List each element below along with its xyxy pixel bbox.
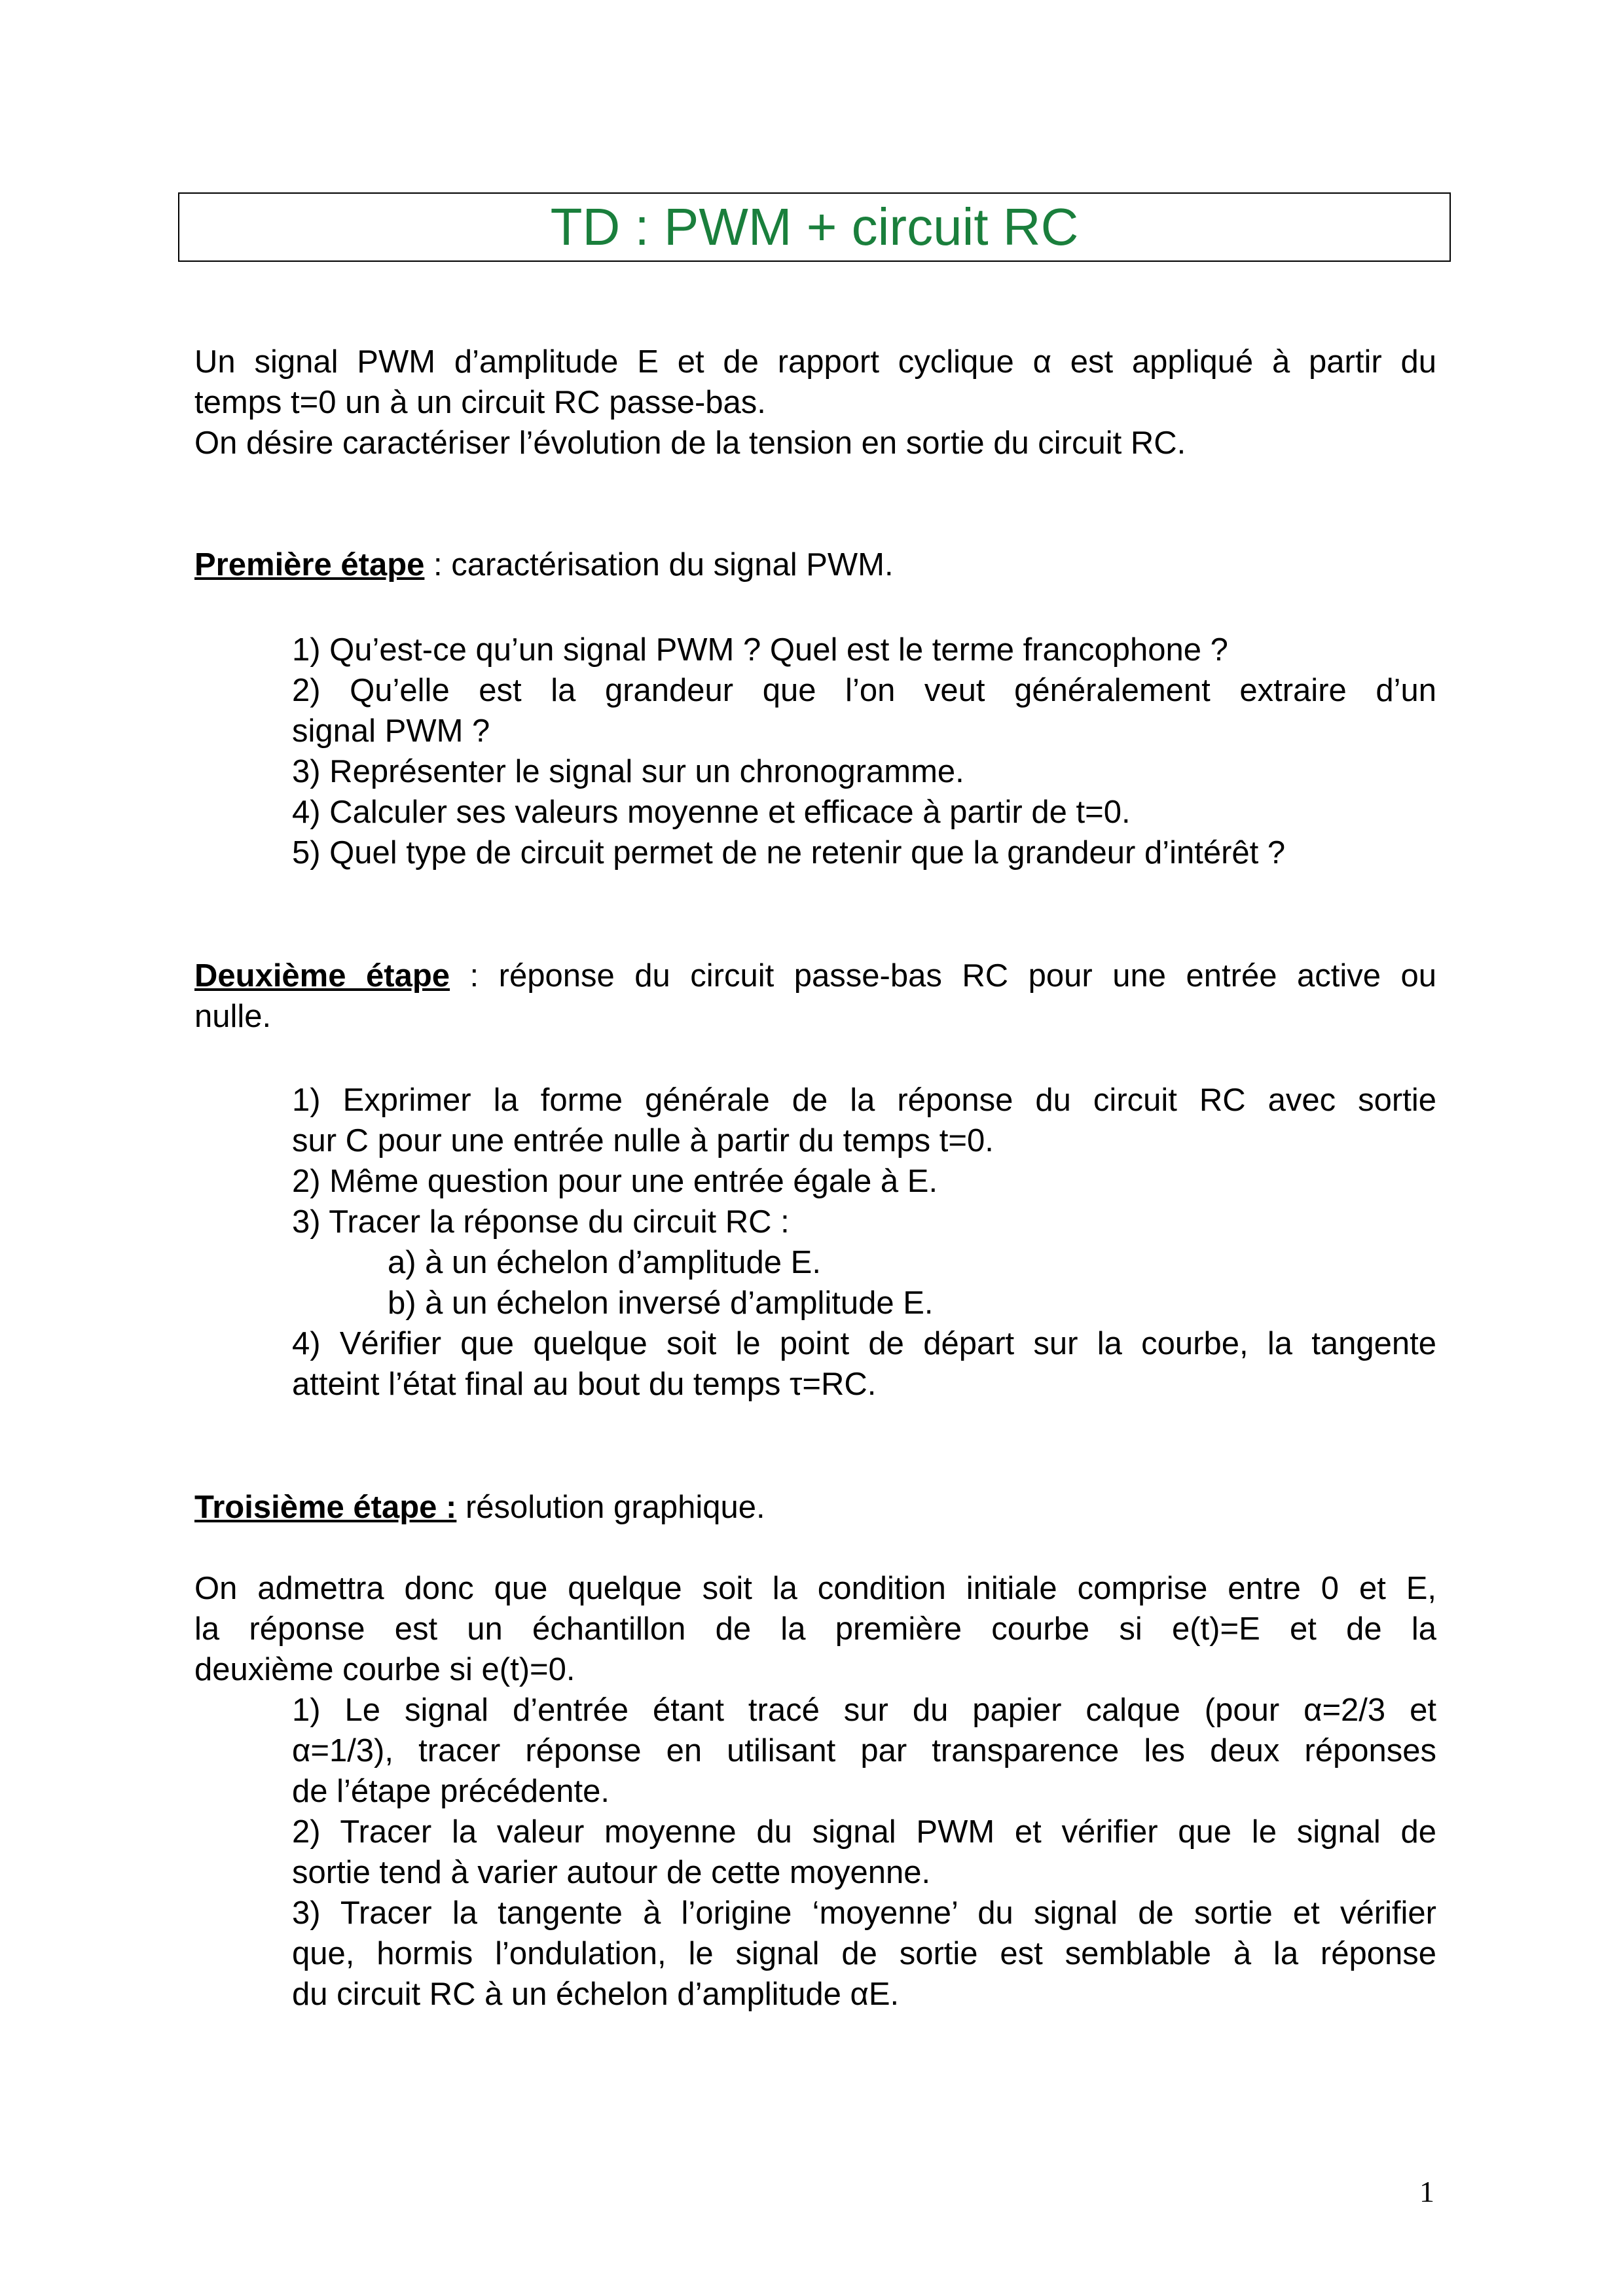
section1-heading-rest: : caractérisation du signal PWM. xyxy=(424,547,894,583)
section3-list xyxy=(292,1690,1436,2015)
list-item: signal PWM ? xyxy=(292,713,490,749)
paragraph-line: deuxième courbe si e(t)=0. xyxy=(194,1652,575,1687)
list-item: α=1/3), tracer réponse en utilisant par transparence les deux réponses xyxy=(292,1733,1436,1768)
list-item: du circuit RC à un échelon d’amplitude αE. xyxy=(292,1977,900,2012)
list-item: 2) Qu’elle est la grandeur que l’on veut généralement extraire d’un xyxy=(292,673,1436,708)
section2-list xyxy=(292,1080,1436,1242)
page-title: TD : PWM + circuit RC xyxy=(550,198,1079,256)
paragraph-line: la réponse est un échantillon de la première courbe si e(t)=E et de la xyxy=(194,1611,1436,1647)
section2-heading: Deuxième étape xyxy=(194,958,450,994)
list-item: 3) Représenter le signal sur un chronogramme. xyxy=(292,754,964,789)
list-item: 4) Vérifier que quelque soit le point de départ sur la courbe, la tangente xyxy=(292,1326,1436,1361)
list-item: de l’étape précédente. xyxy=(292,1774,610,1809)
section2-sublist xyxy=(388,1242,934,1323)
section1-list xyxy=(292,630,1436,873)
section3-paragraph xyxy=(194,1568,1436,1690)
section1-heading-line xyxy=(194,545,1436,585)
page-number: 1 xyxy=(1419,2175,1434,2208)
sub-list-item: a) à un échelon d’amplitude E. xyxy=(388,1245,821,1280)
section2-heading-block xyxy=(194,956,1436,1037)
list-item: 3) Tracer la tangente à l’origine ‘moyenne’ du signal de sortie et vérifier xyxy=(292,1895,1436,1931)
list-item: sortie tend à varier autour de cette moyenne. xyxy=(292,1855,931,1890)
section2-heading-rest: : réponse du circuit passe-bas RC pour une entrée active ou xyxy=(450,958,1436,994)
list-item: 1) Qu’est-ce qu’un signal PWM ? Quel est le terme francophone ? xyxy=(292,632,1228,668)
list-item: atteint l’état final au bout du temps τ=RC. xyxy=(292,1367,877,1402)
section3-heading-rest: résolution graphique. xyxy=(456,1490,765,1525)
section2-list-continued xyxy=(292,1323,1436,1405)
intro-paragraph xyxy=(194,342,1436,463)
intro-line: On désire caractériser l’évolution de la tension en sortie du circuit RC. xyxy=(194,425,1186,461)
list-item: 1) Exprimer la forme générale de la réponse du circuit RC avec sortie xyxy=(292,1083,1436,1118)
intro-line: Un signal PWM d’amplitude E et de rapport cyclique α est appliqué à partir du xyxy=(194,344,1436,380)
list-item: 2) Tracer la valeur moyenne du signal PWM et vérifier que le signal de xyxy=(292,1814,1436,1850)
list-item: 1) Le signal d’entrée étant tracé sur du papier calque (pour α=2/3 et xyxy=(292,1693,1436,1728)
list-item: 4) Calculer ses valeurs moyenne et efficace à partir de t=0. xyxy=(292,795,1131,830)
section2-heading-line xyxy=(194,956,1436,996)
list-item: que, hormis l’ondulation, le signal de sortie est semblable à la réponse xyxy=(292,1936,1436,1971)
section3-heading-line xyxy=(194,1487,1436,1528)
intro-line: temps t=0 un à un circuit RC passe-bas. xyxy=(194,385,766,420)
list-item: 2) Même question pour une entrée égale à E. xyxy=(292,1164,938,1199)
sub-list-item: b) à un échelon inversé d’amplitude E. xyxy=(388,1285,934,1321)
section3-heading: Troisième étape : xyxy=(194,1490,457,1525)
list-item: 5) Quel type de circuit permet de ne retenir que la grandeur d’intérêt ? xyxy=(292,835,1286,870)
list-item: 3) Tracer la réponse du circuit RC : xyxy=(292,1204,790,1240)
paragraph-line: On admettra donc que quelque soit la condition initiale comprise entre 0 et E, xyxy=(194,1571,1436,1606)
list-item: sur C pour une entrée nulle à partir du temps t=0. xyxy=(292,1123,994,1158)
section1-heading: Première étape xyxy=(194,547,425,583)
title-box xyxy=(178,192,1451,262)
section2-heading-line: nulle. xyxy=(194,999,272,1034)
